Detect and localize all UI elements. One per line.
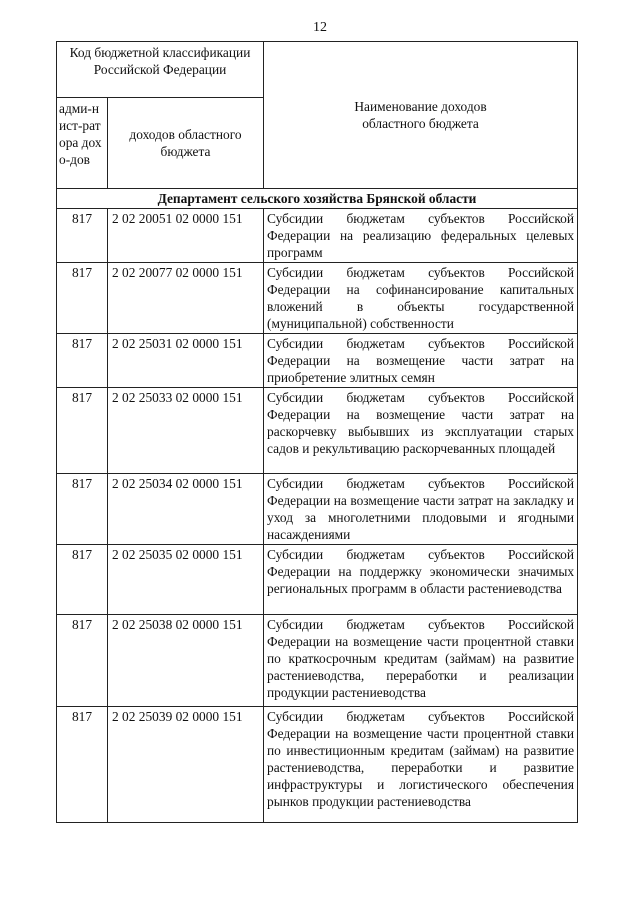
admin-code-cell: 817 — [57, 545, 108, 615]
admin-code-cell: 817 — [57, 263, 108, 334]
department-row — [57, 189, 578, 209]
admin-code-cell: 817 — [57, 388, 108, 474]
income-code-cell: 2 02 25033 02 0000 151 — [108, 388, 264, 474]
header-income-cell — [108, 98, 264, 189]
header-row-top — [57, 42, 578, 98]
admin-code-cell: 817 — [57, 209, 108, 263]
header-income-label: доходов областного бюджета — [129, 127, 242, 159]
admin-code-cell: 817 — [57, 334, 108, 388]
income-name-cell: Субсидии бюджетам субъектов Российской Федерации на поддержку экономически значимых региональных программ в области растениеводства — [264, 545, 578, 615]
table-row — [57, 334, 578, 388]
table-row — [57, 474, 578, 545]
income-code-cell: 2 02 25031 02 0000 151 — [108, 334, 264, 388]
income-code-cell: 2 02 25034 02 0000 151 — [108, 474, 264, 545]
table-row — [57, 615, 578, 707]
table-body — [57, 209, 578, 823]
table-row — [57, 545, 578, 615]
income-name-cell: Субсидии бюджетам субъектов Российской Федерации на возмещение части процентной ставки по краткосрочным кредитам (займам) на развитие растениеводства, переработки и реализации продукции растениеводства — [264, 615, 578, 707]
table-row — [57, 707, 578, 823]
income-code-cell: 2 02 25039 02 0000 151 — [108, 707, 264, 823]
table-row — [57, 388, 578, 474]
table-row — [57, 263, 578, 334]
income-name-cell: Субсидии бюджетам субъектов Российской Федерации на софинансирование капитальных вложений в объекты государственной (муниципальной) собственности — [264, 263, 578, 334]
header-name-label: Наименование доходов областного бюджета — [354, 99, 487, 131]
income-name-cell: Субсидии бюджетам субъектов Российской Федерации на возмещение части затрат на закладку и уход за многолетними плодовыми и ягодными насаждениями — [264, 474, 578, 545]
income-name-cell: Субсидии бюджетам субъектов Российской Федерации на реализацию федеральных целевых программ — [264, 209, 578, 263]
admin-code-cell: 817 — [57, 615, 108, 707]
header-group-cell: Код бюджетной классификации Российской Федерации — [57, 42, 264, 98]
table-row — [57, 209, 578, 263]
income-name-cell: Субсидии бюджетам субъектов Российской Федерации на возмещение части процентной ставки по инвестиционным кредитам (займам) на развитие растениеводства, переработки и развитие инфраструктуры и логистического обеспечения рынков продукции растениеводства — [264, 707, 578, 823]
department-title: Департамент сельского хозяйства Брянской области — [57, 189, 578, 209]
income-code-cell: 2 02 25035 02 0000 151 — [108, 545, 264, 615]
header-name-cell — [264, 42, 578, 189]
income-code-cell: 2 02 20077 02 0000 151 — [108, 263, 264, 334]
income-code-cell: 2 02 20051 02 0000 151 — [108, 209, 264, 263]
income-code-cell: 2 02 25038 02 0000 151 — [108, 615, 264, 707]
page-number: 12 — [313, 20, 327, 35]
header-admin-cell — [57, 98, 108, 189]
budget-classification-table — [56, 41, 578, 823]
header-admin-label: адми-нист-ратора дохо-дов — [59, 101, 102, 167]
admin-code-cell: 817 — [57, 707, 108, 823]
admin-code-cell: 817 — [57, 474, 108, 545]
income-name-cell: Субсидии бюджетам субъектов Российской Федерации на возмещение части затрат на приобретение элитных семян — [264, 334, 578, 388]
income-name-cell: Субсидии бюджетам субъектов Российской Федерации на возмещение части затрат на раскорчевку выбывших из эксплуатации старых садов и рекультивацию раскорчеванных площадей — [264, 388, 578, 474]
